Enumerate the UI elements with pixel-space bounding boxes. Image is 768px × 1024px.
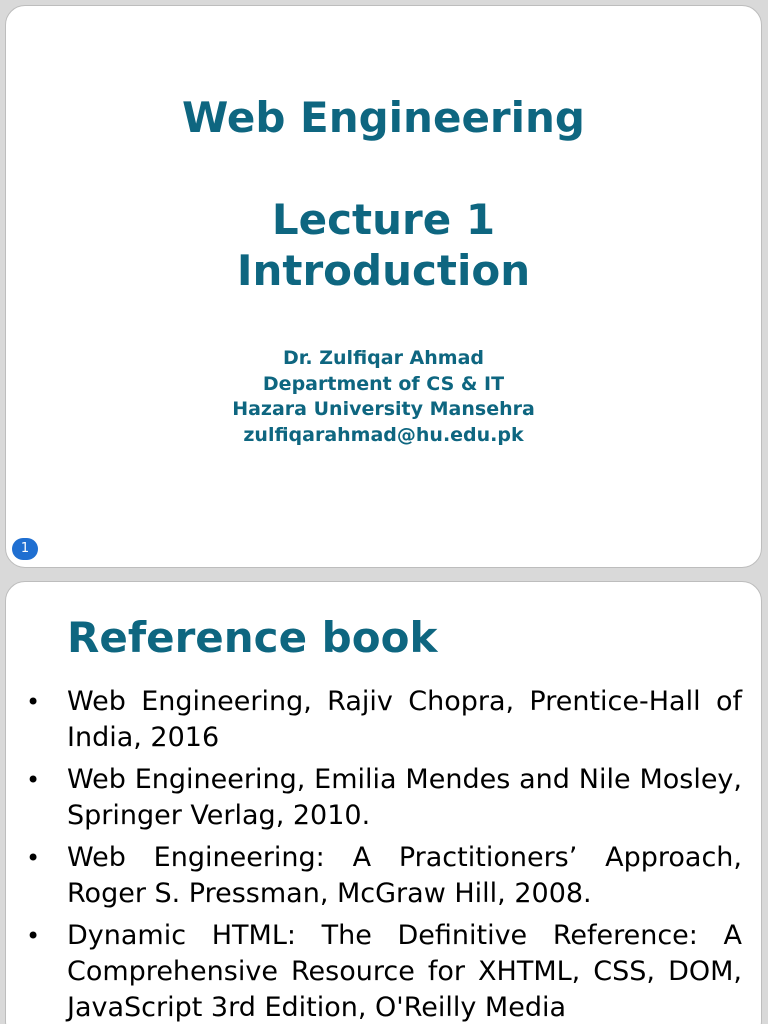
author-university: Hazara University Mansehra [232, 398, 535, 420]
list-item [24, 840, 742, 912]
list-item [24, 684, 742, 756]
bullet-icon: • [26, 844, 41, 872]
author-department: Department of CS & IT [262, 372, 505, 395]
reference-heading: Reference book [67, 613, 438, 662]
lecture-number: Lecture 1 [271, 195, 496, 244]
list-item [24, 762, 742, 834]
author-info [6, 346, 761, 448]
list-item [24, 918, 742, 1024]
author-email: zulfiqarahmad@hu.edu.pk [243, 423, 524, 446]
lecture-title [6, 194, 761, 296]
slide-number-badge: 1 [12, 538, 38, 560]
course-title: Web Engineering [182, 93, 585, 142]
title-slide [5, 5, 762, 568]
author-name: Dr. Zulfiqar Ahmad [282, 347, 485, 369]
reference-text: Web Engineering, Emilia Mendes and Nile Mosley, Springer Verlag, 2010. [67, 764, 742, 831]
lecture-topic: Introduction [236, 246, 531, 295]
reference-text: Dynamic HTML: The Definitive Reference: A Comprehensive Resource for XHTML, CSS, DOM, JavaScript 3rd Edition, O'Reilly Media [67, 920, 742, 1023]
bullet-icon: • [26, 766, 41, 794]
reference-slide [5, 581, 762, 1024]
reference-text: Web Engineering, Rajiv Chopra, Prentice-Hall of India, 2016 [67, 686, 742, 753]
bullet-icon: • [26, 688, 41, 716]
bullet-icon: • [26, 922, 41, 950]
reference-list [24, 684, 742, 1024]
reference-text: Web Engineering: A Practitioners’ Approach, Roger S. Pressman, McGraw Hill, 2008. [67, 842, 742, 909]
